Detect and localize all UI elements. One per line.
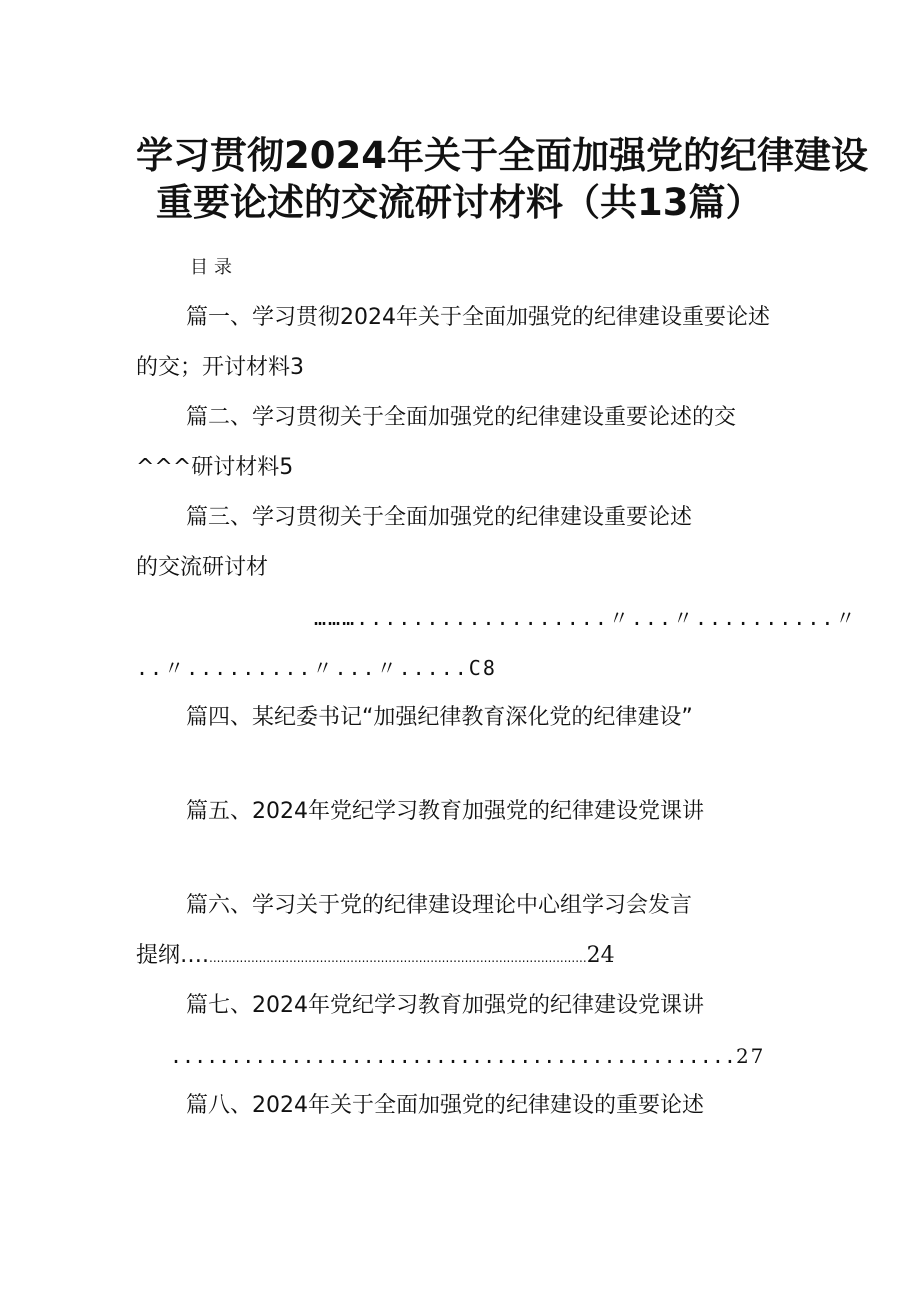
toc-entry-4[interactable]: 篇四、某纪委书记“加强纪律教育深化党的纪律建设” — [186, 705, 693, 730]
toc-entry-6-leader-dots: ................................................................................................... — [209, 951, 587, 965]
toc-entry-5[interactable]: 篇五、2024年党纪学习教育加强党的纪律建设党课讲 — [186, 799, 704, 824]
toc-entry-3-continued[interactable]: 的交流研讨材 — [136, 555, 269, 580]
toc-entry-3-leader-dots: ………..................〃...〃..........〃 — [314, 606, 858, 630]
toc-entry-7-page-number: 27 — [735, 1044, 766, 1068]
toc-entry-7[interactable]: 篇七、2024年党纪学习教育加强党的纪律建设党课讲 — [186, 993, 704, 1018]
toc-entry-6-continued[interactable] — [136, 941, 615, 973]
toc-entry-1[interactable]: 篇一、学习贯彻2024年关于全面加强党的纪律建设重要论述 — [186, 305, 770, 330]
toc-entry-3-leader-page: ..〃.........〃...〃.....C8 — [136, 656, 497, 680]
document-title-line-1: 学习贯彻2024年关于全面加强党的纪律建设 — [136, 134, 868, 177]
toc-entry-8[interactable]: 篇八、2024年关于全面加强党的纪律建设的重要论述 — [186, 1093, 704, 1118]
document-title-line-2: 重要论述的交流研讨材料（共13篇） — [156, 181, 763, 224]
toc-entry-6-page-number: 24 — [586, 943, 615, 968]
toc-entry-7-leader-dots: ............................................... — [170, 1044, 736, 1068]
toc-entry-2-continued[interactable]: ^^^研讨材料5 — [136, 455, 294, 480]
toc-entry-1-continued[interactable]: 的交；开讨材料3 — [136, 355, 304, 380]
toc-entry-7-continued[interactable] — [170, 1041, 765, 1071]
toc-entry-2[interactable]: 篇二、学习贯彻关于全面加强党的纪律建设重要论述的交 — [186, 405, 737, 430]
toc-heading: 目录 — [190, 257, 238, 278]
toc-entry-6[interactable]: 篇六、学习关于党的纪律建设理论中心组学习会发言 — [186, 893, 693, 918]
toc-entry-6-text: 提纲…. — [136, 943, 209, 968]
toc-entry-3[interactable]: 篇三、学习贯彻关于全面加强党的纪律建设重要论述 — [186, 505, 693, 530]
